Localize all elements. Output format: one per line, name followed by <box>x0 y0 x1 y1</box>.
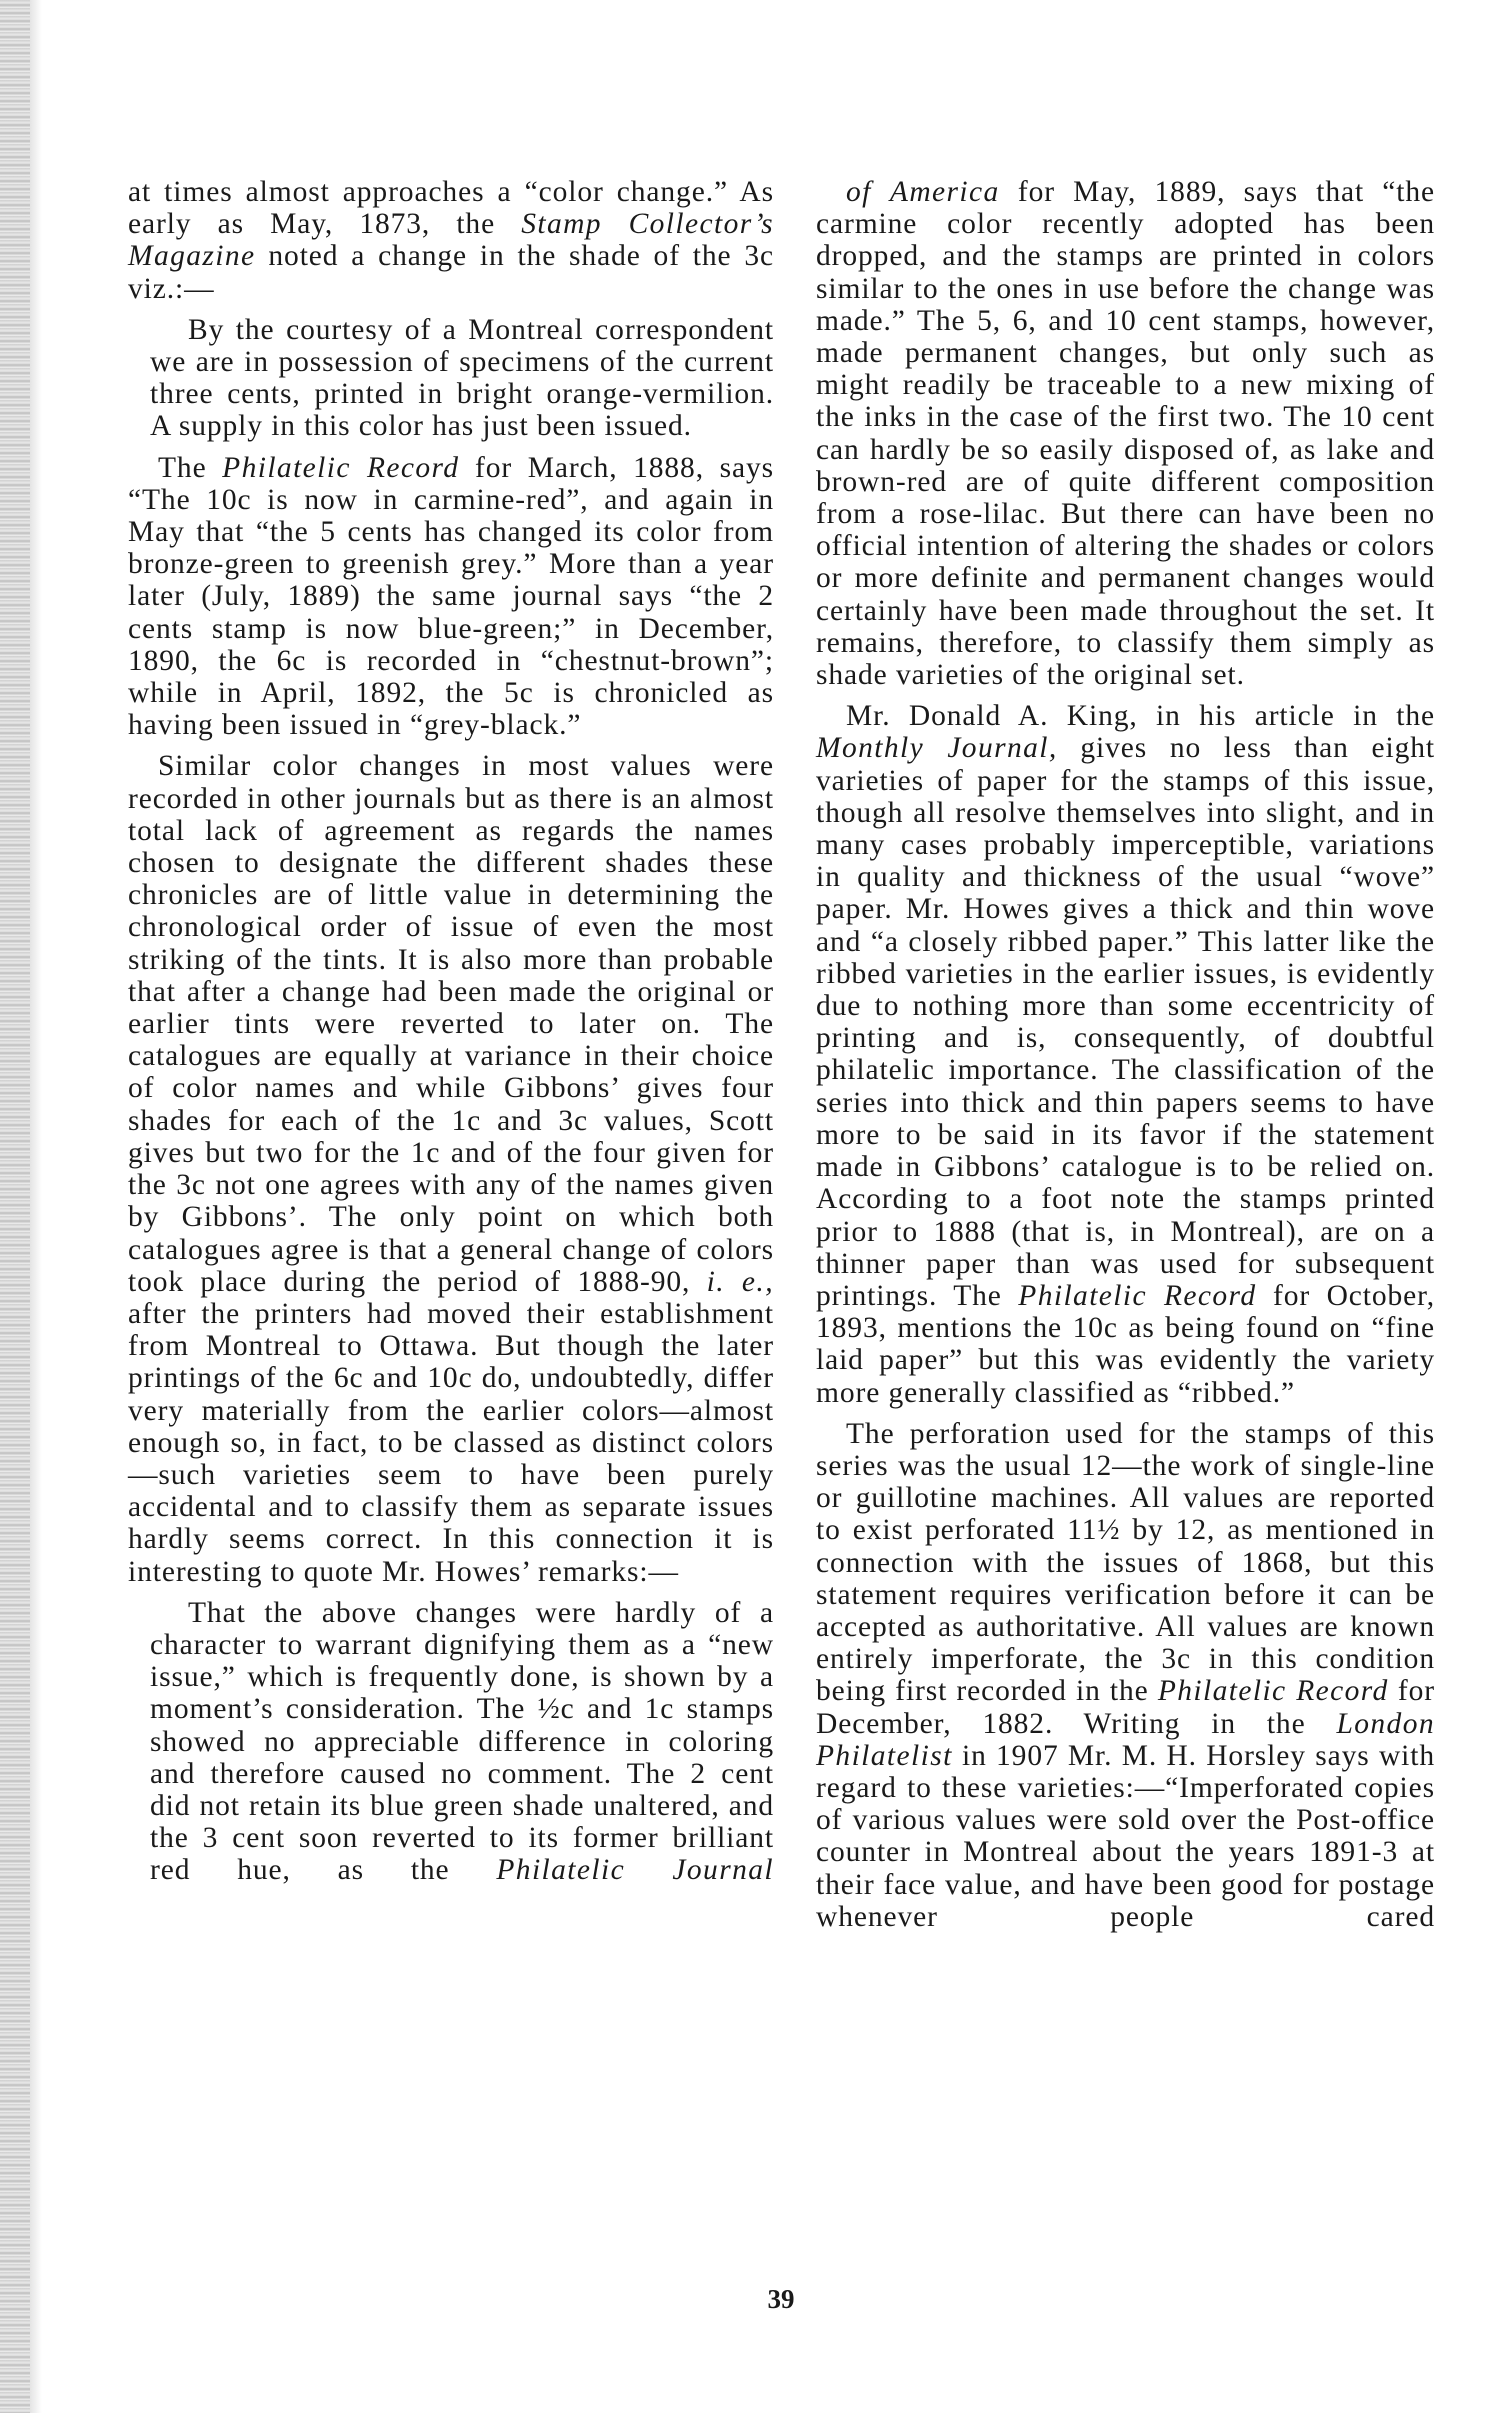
text: in 1907 Mr. M. H. Horsley says with regard to these varieties:—“Imperforated copies of various values were sold over the Post-office counter in Montreal about the years 1891-3 at their face value, and have been good for postage whenever people cared <box>816 1739 1435 1933</box>
page-number: 39 <box>767 2284 795 2314</box>
text: for May, 1889, says that “the carmine color recently adopted has been dropped, and the stamps are printed in colors similar to the ones in use before the change was made.” The 5, 6, and 10 cent stamps, however, made permanent changes, but only such as might readily be traceable to a new mixing of the inks in the case of the first two. The 10 cent can hardly be so easily disposed of, as lake and brown-red are of quite different composition from a rose-lilac. But there can have been no official intention of altering the shades or colors or more definite and permanent changes would certainly have been made throughout the set. It remains, therefore, to classify them simply as shade varieties of the original set. <box>816 176 1435 692</box>
italic-title: Philatelic Record <box>1018 1279 1257 1312</box>
italic-title: London Philatelist <box>816 1707 1435 1772</box>
text: That the above changes were hardly of a character to warrant dignifying them as a “new issue,” which is frequently done, is shown by a moment’s consideration. The ½c and 1c stamps showed no appreciable difference in coloring and therefore caused no comment. The 2 cent did not retain its blue green shade unaltered, and the 3 cent soon reverted to its former brilliant red hue, as the <box>150 1596 774 1887</box>
block-quote-continued <box>816 176 1435 691</box>
italic-title: Philatelic Journal <box>496 1854 774 1887</box>
paragraph <box>816 700 1435 1408</box>
italic-title: of America <box>846 176 1000 208</box>
italic-title: Stamp Collector’s Magazine <box>128 208 775 273</box>
scan-edge-fade <box>30 0 42 2413</box>
left-column <box>128 176 774 1896</box>
text: at times almost approaches a “color change.” As early as May, 1873, the <box>128 176 774 241</box>
italic-title: Philatelic Record <box>1157 1675 1389 1708</box>
italic-title: Philatelic Record <box>222 451 460 484</box>
text: The perforation used for the stamps of this series was the usual 12—the work of single-line or guillotine machines. All values are reported to exist perforated 11½ by 12, as mentioned in connection with the issues of 1868, but this statement requires verification before it can be accepted as authoritative. All values are known entirely imperforate, the 3c in this condition being first recorded in the <box>816 1417 1435 1708</box>
text: Similar color changes in most values were recorded in other journals but as there is an almost total lack of agreement as regards the names chosen to designate the different shades these chronicles are of little value in determining the chronological order of issue of even the most striking of the tints. It is also more than probable that after a change had been made the original or earlier tints were reverted to later on. The catalogues are equally at variance in their choice of color names and while Gibbons’ gives four shades for each of the 1c and 3c values, Scott gives but two for the 1c and of the four given for the 3c not one agrees with any of the names given by Gibbons’. The only point on which both catalogues agree is that a general change of colors took place during the period of 1888-90, <box>128 750 774 1298</box>
scan-edge-shadow <box>0 0 30 2413</box>
text: for December, 1882. Writing in the <box>816 1675 1435 1740</box>
paragraph <box>128 750 774 1587</box>
paragraph <box>128 176 774 305</box>
text: gives no less than eight varieties of paper for the stamps of this issue, though all resolve themselves into slight, and in many cases probably imperceptible, variations in quality and thickness of the usual “wove” paper. Mr. Howes gives a thick and thin wove and “a closely ribbed paper.” This latter like the ribbed varieties in the earlier issues, is evidently due to nothing more than some eccentricity of printing and is, consequently, of doubtful philatelic importance. The classification of the series into thick and thin papers seems to have more to be said in its favor if the statement made in Gibbons’ catalogue is to be relied on. According to a foot note the stamps printed prior to 1888 (that is, in Montreal), are on a thinner paper than was used for subsequent printings. The <box>816 732 1436 1312</box>
text: Mr. Donald A. King, in his article in the <box>846 700 1435 733</box>
paragraph <box>128 452 774 742</box>
text: after the printers had moved their establishment from Montreal to Ottawa. But though the later printings of the 6c and 10c do, undoubtedly, differ very materially from the earlier colors—almost enough so, in fact, to be classed as distinct colors—such varieties seem to have been purely accidental and to classify them as separate issues hardly seems correct. In this connection it is interesting to quote Mr. Howes’ remarks:— <box>128 1297 774 1588</box>
paragraph <box>816 1418 1435 1933</box>
text: for October, 1893, mentions the 10c as being found on “fine laid paper” but this was evidently the variety more generally classified as “ribbed.” <box>816 1279 1435 1409</box>
right-column <box>816 176 1435 1942</box>
italic-title: Monthly Journal, <box>816 732 1058 765</box>
block-quote <box>150 1597 774 1887</box>
block-quote: By the courtesy of a Montreal correspondent we are in possession of specimens of the current three cents, printed in bright orange-vermilion. A supply in this color has just been issued. <box>150 313 774 443</box>
text: for March, 1888, says “The 10c is now in carmine-red”, and again in May that “the 5 cents has changed its color from bronze-green to greenish grey.” More than a year later (July, 1889) the same journal says “the 2 cents stamp is now blue-green;” in December, 1890, the 6c is recorded in “chestnut-brown”; while in April, 1892, the 5c is chronicled as having been issued in “grey-black.” <box>128 451 774 742</box>
italic-text: i. e., <box>706 1265 774 1298</box>
text: The <box>158 451 223 484</box>
text: noted a change in the shade of the 3c viz.:— <box>128 240 774 305</box>
